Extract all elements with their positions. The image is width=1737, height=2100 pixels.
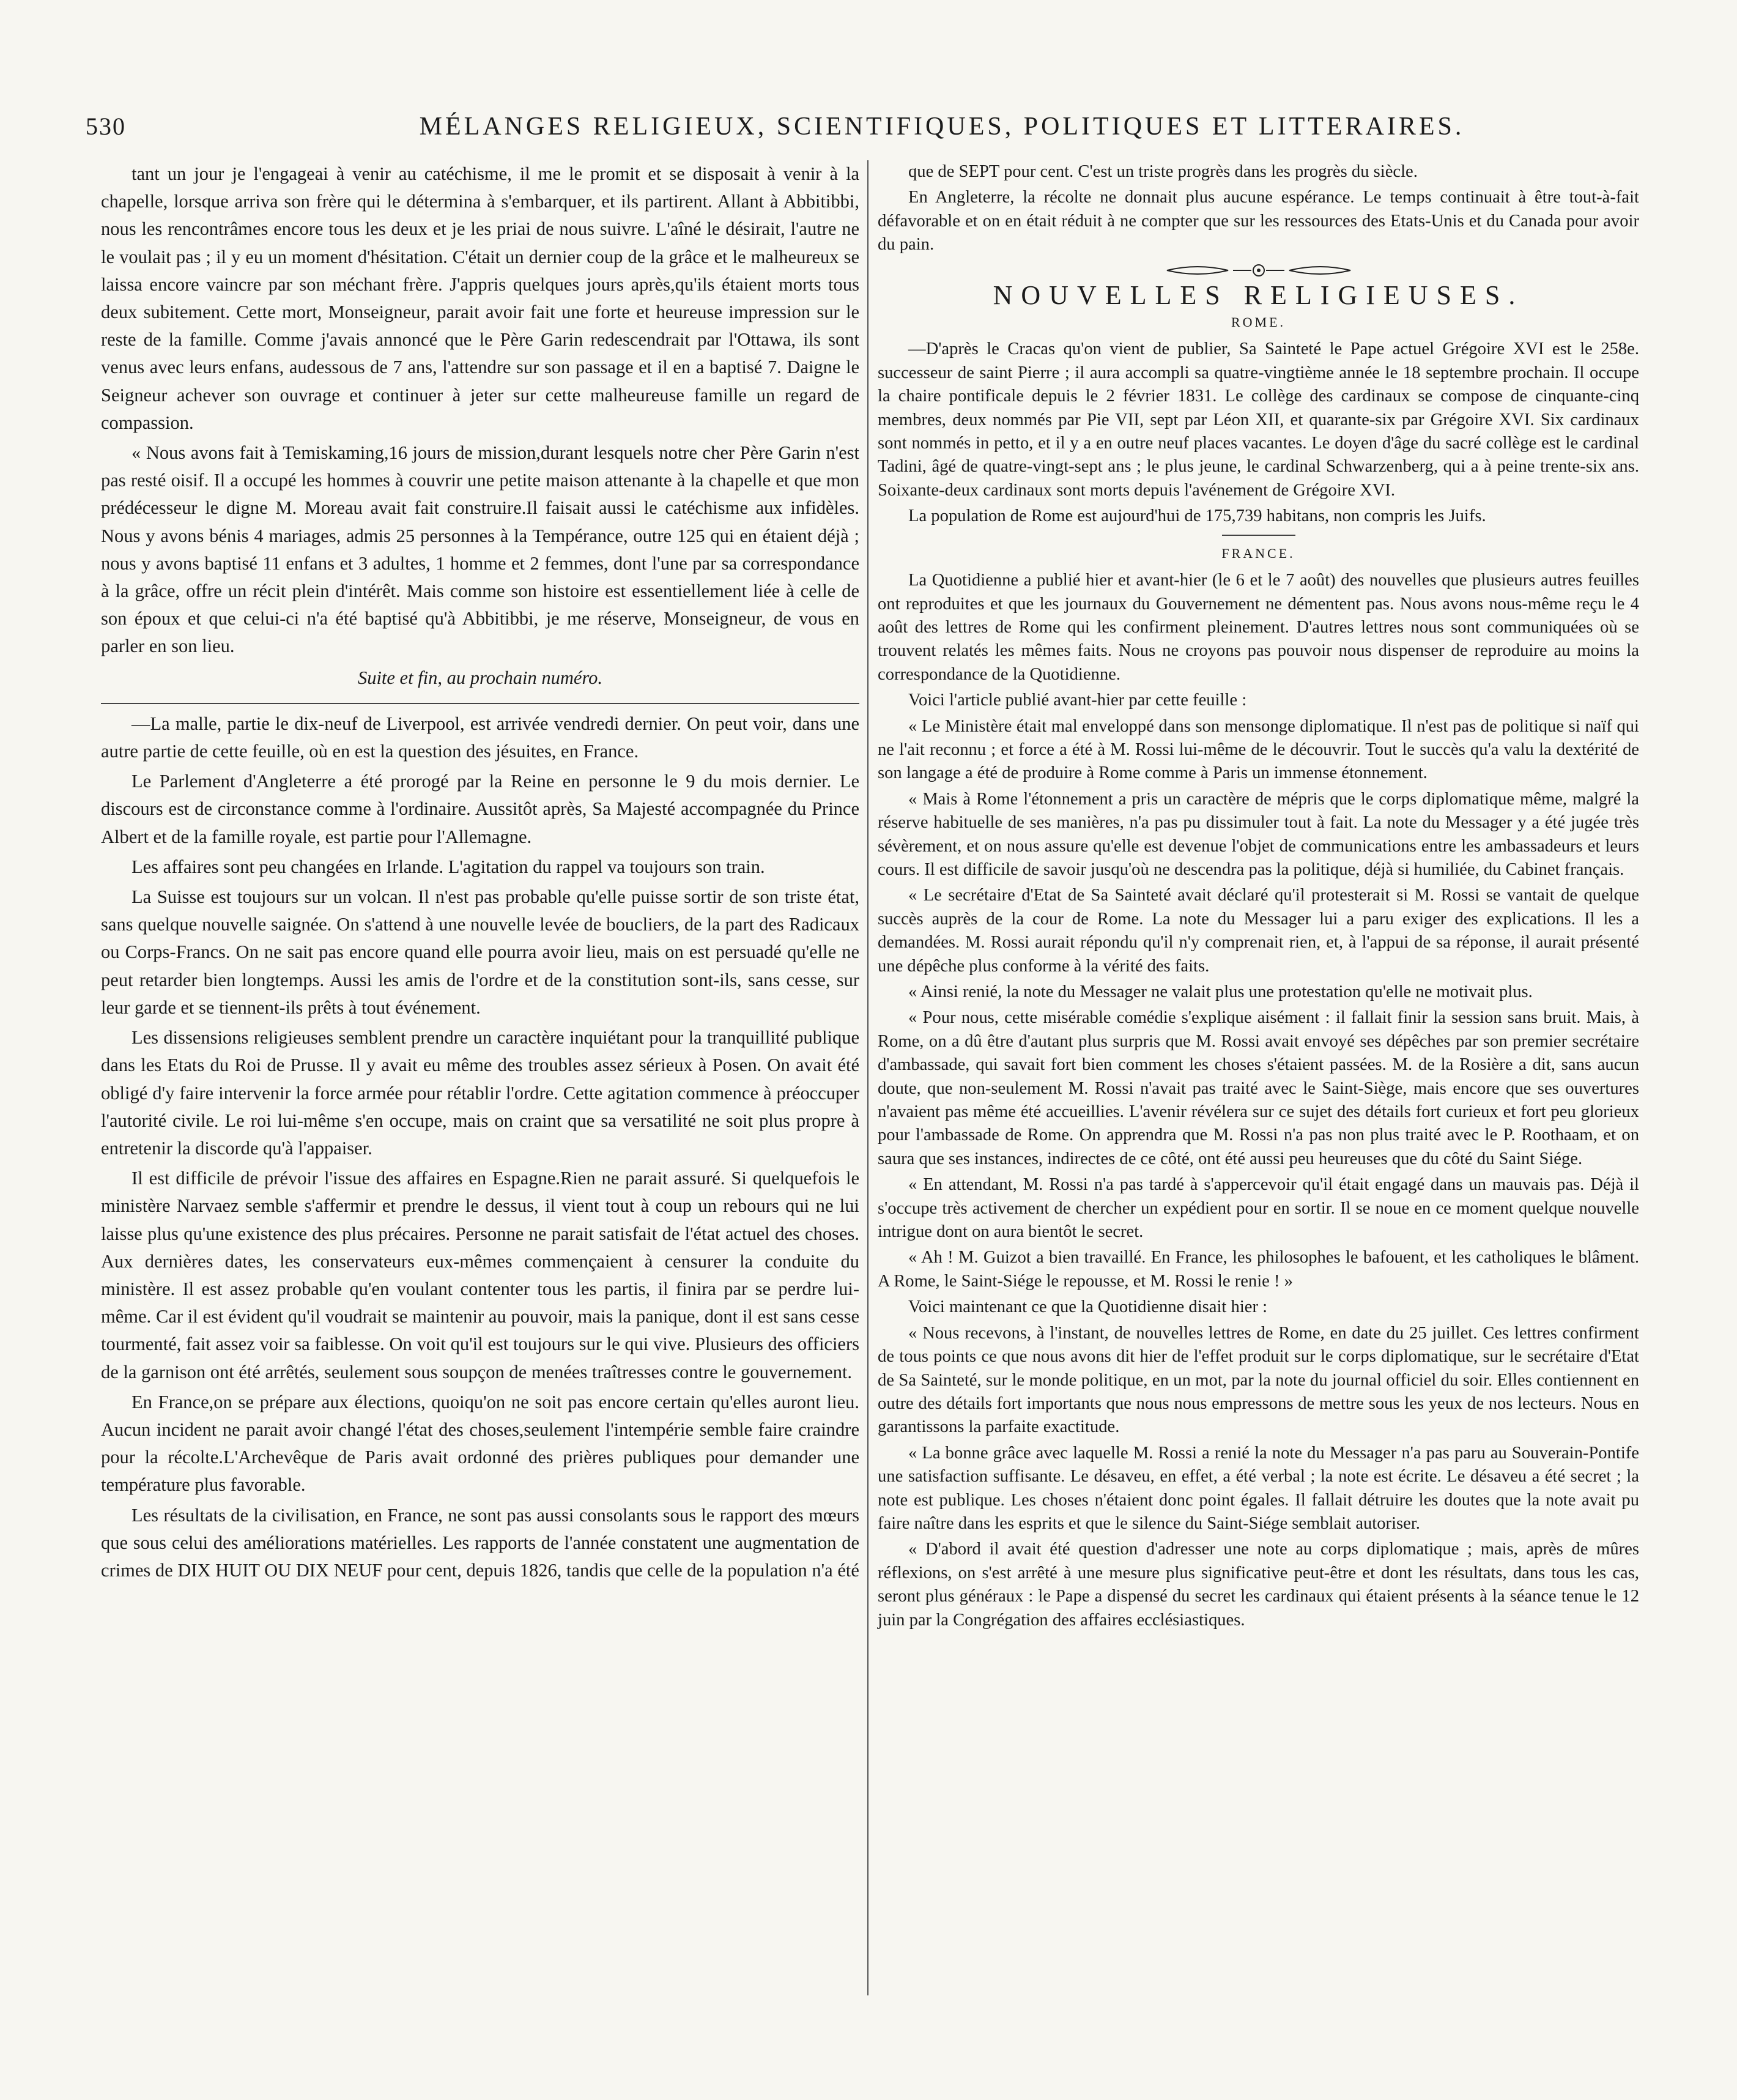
continued-notice: Suite et fin, au prochain numéro. — [357, 667, 603, 688]
news-paragraph: « D'abord il avait été question d'adresser une note au corps diplomatique ; mais, après de mûres réflexions, on s'est arrêté à une mesure plus significative peut-être et dont les résultats, dans tous les cas, seront plus généraux : le Pape a dispensé du secret les cardinaux qui étaient présents à la séance tenue le 12 juin par la Congrégation des affaires ecclésiastiques. — [878, 1540, 1639, 1630]
news-paragraph: La Suisse est toujours sur un volcan. Il n'est pas probable qu'elle puisse sortir de son triste état, sans quelque nouvelle saignée. On s'attend à une nouvelle levée de boucliers, de la part des Radicaux ou Corps-Francs. On ne sait pas encore quand elle pourra avoir lieu, mais on est persuadé qu'elle ne peut retarder bien longtemps. Aussi les amis de l'ordre et de la constitution sont-ils, sans cesse, sur leur garde et se tiennent-ils prêts à tout événement. — [101, 886, 859, 1018]
left-column — [101, 160, 859, 1587]
news-paragraph: « Le secrétaire d'Etat de Sa Sainteté avait déclaré qu'il protesterait si M. Rossi se vantait de quelque succès auprès de la cour de Rome. La note du Messager lui a paru exiger des explications. Il les a demandées. M. Rossi aurait répondu qu'il n'y comprenait rien, et, à l'appui de sa réponse, il aurait présenté une dépêche plus conforme à la vérité des faits. — [878, 886, 1639, 976]
news-paragraph: « En attendant, M. Rossi n'a pas tardé à s'appercevoir qu'il était engagé dans un mauvais pas. Déjà il s'occupe très activement de chercher un expédient pour en sortir. Il se noue en ce moment quelque nouvelle intrigue dont on aura bientôt le secret. — [878, 1175, 1639, 1242]
subhead-rome: ROME. — [1231, 314, 1286, 330]
news-paragraph: « Pour nous, cette misérable comédie s'explique aisément : il fallait finir la session sans bruit. Mais, à Rome, on a dû être d'autant plus surpris que M. Rossi avait envoyé ses dépêches par son premier secrétaire d'ambassade, qui savait fort bien comment les choses s'étaient passées. M. de la Rosière a dit, sans aucun doute, que non-seulement M. Rossi n'avait pas traité avec le Saint-Siège, mais encore que ses ouvertures n'avaient pas même été accueillies. L'avenir révélera sur ce sujet des détails fort curieux et fort peu glorieux pour l'ambassade de Rome. On apprendra que M. Rossi n'a pas non plus traité avec le P. Roothaam, et on saura que ses instances, indirectes de ce côté, ont été aussi peu heureuses que du côté du Saint Siége. — [878, 1008, 1639, 1168]
page-number: 530 — [86, 113, 126, 140]
subhead-france: FRANCE. — [1221, 545, 1295, 561]
news-paragraph: En France,on se prépare aux élections, quoiqu'on ne soit pas encore certain qu'elles auront lieu. Aucun incident ne parait avoir changé l'état des choses,seulement l'intempérie semble faire craindre pour la récolte.L'Archevêque de Paris avait ordonné des prières publiques pour demander une température plus favorable. — [101, 1391, 859, 1496]
news-paragraph: En Angleterre, la récolte ne donnait plus aucune espérance. Le temps continuait à être tout-à-fait défavorable et on en était réduit à ne compter que sur les ressources des Etats-Unis et du Canada pour avoir du pain. — [878, 188, 1639, 254]
news-paragraph: Le Parlement d'Angleterre a été prorogé par la Reine en personne le 9 du mois dernier. Le discours est de circonstance comme à l'ordinaire. Aussitôt après, Sa Majesté accompagnée du Prince Albert et de la famille royale, est partie pour l'Allemagne. — [101, 771, 859, 847]
news-paragraph: Les résultats de la civilisation, en France, ne sont pas aussi consolants sous le rapport des mœurs que sous celui des améliorations matérielles. Les rapports de l'année constatent une augmentation de crimes de DIX HUIT OU DIX NEUF pour cent, depuis 1826, tandis que celle de la population n'a été — [101, 1504, 859, 1581]
news-paragraph: « Mais à Rome l'étonnement a pris un caractère de mépris que le corps diplomatique même, malgré la réserve habituelle de ses manières, n'a pas pu dissimuler tout à fait. La note du Messager y a été jugée très sévèrement, et on nous assure qu'elle est devenue l'objet de communications entre les ambassadeurs et leurs cours. Il est difficile de savoir jusqu'où ne descendra pas la politique, déjà si humiliée, du Cabinet français. — [878, 789, 1639, 879]
ornament-divider — [1161, 262, 1357, 279]
page-header — [86, 107, 1651, 150]
news-paragraph: « La bonne grâce avec laquelle M. Rossi a renié la note du Messager n'a pas paru au Souverain-Pontife une satisfaction suffisante. Le désaveu, en effet, a été verbal ; la note est écrite. Le désaveu a été secret ; la note est publique. Les choses n'étaient donc point égales. Il fallait détruire les doutes que la note avait pu faire naître dans les esprits et que le silence du Saint-Siége semblait autoriser. — [878, 1443, 1639, 1533]
column-divider — [867, 160, 868, 1995]
news-paragraph: La population de Rome est aujourd'hui de 175,739 habitans, non compris les Juifs. — [908, 506, 1486, 526]
news-paragraph: La Quotidienne a publié hier et avant-hier (le 6 et le 7 août) des nouvelles que plusieurs autres feuilles ont reproduites et que les journaux du Gouvernement ne démentent pas. Nous avons nous-même reçu le 4 août des lettres de Rome qui les confirment pleinement. D'autres lettres nous sont communiquées où se trouvent relatés les mêmes faits. Nous ne croyons pas pouvoir nous dispenser de reproduire au moins la correspondance de la Quotidienne. — [878, 571, 1639, 684]
news-paragraph: Il est difficile de prévoir l'issue des affaires en Espagne.Rien ne parait assuré. Si quelquefois le ministère Narvaez semble s'affermir et prendre le dessus, il vient tout à coup un rebours qui ne lui laisse plus qu'une existence des plus précaires. Personne ne parait satisfait de l'état actuel des choses. Aux dernières dates, les conservateurs eux-mêmes commençaient à censurer la conduite du ministère. Il est assez probable qu'en voulant contenter tous les partis, il finira par se perdre lui-même. Car il est évident qu'il voudrait se maintenir au pouvoir, mais la panique, dont il est sans cesse tourmenté, fait assez voir sa faiblesse. On voit qu'il est toujours sur le qui vive. Plusieurs des officiers de la garnison ont été arrêtés, seulement sous soupçon de menées traîtresses contre le gouvernement. — [101, 1168, 859, 1382]
running-head: MÉLANGES RELIGIEUX, SCIENTIFIQUES, POLITIQUES ET LITTERAIRES. — [419, 113, 1465, 141]
news-paragraph: —D'après le Cracas qu'on vient de publier, Sa Sainteté le Pape actuel Grégoire XVI est le 258e. successeur de saint Pierre ; il aura accompli sa quatre-vingtième année le 18 septembre prochain. Il occupe la chaire pontificale depuis le 2 février 1831. Le collège des cardinaux se compose de cinquante-cinq membres, deux nommés par Pie VII, sept par Léon XII, et quarante-six par Grégoire XVI. Six cardinaux sont nommés in petto, et il y a en outre neuf places vacantes. Le doyen d'âge du sacré collège est le cardinal Tadini, âgé de quatre-vingt-sept ans ; le plus jeune, le cardinal Schwarzenberg, qui a à peine trente-six ans. Soixante-deux cardinaux sont morts depuis l'avénement de Grégoire XVI. — [878, 339, 1639, 500]
news-paragraph: Les dissensions religieuses semblent prendre un caractère inquiétant pour la tranquillité publique dans les Etats du Roi de Prusse. Il y avait eu même des troubles assez sérieux à Posen. On avait été obligé d'y faire intervenir la force armée pour rétablir l'ordre. Cette agitation commence à préoccuper l'autorité civile. Le roi lui-même s'en occupe, mais on craint que sa versatilité ne soit plus propre à entretenir la discorde qu'à l'appaiser. — [101, 1027, 859, 1159]
news-paragraph: « Ah ! M. Guizot a bien travaillé. En France, les philosophes le bafouent, et les catholiques le blâment. A Rome, le Saint-Siége le repousse, et M. Rossi le renie ! » — [878, 1248, 1639, 1291]
news-paragraph: « Ainsi renié, la note du Messager ne valait plus une protestation qu'elle ne motivait plus. — [908, 982, 1533, 1001]
section-title: NOUVELLES RELIGIEUSES. — [993, 280, 1524, 310]
news-paragraph: Voici l'article publié avant-hier par cette feuille : — [908, 691, 1247, 710]
news-paragraph: Voici maintenant ce que la Quotidienne disait hier : — [908, 1297, 1268, 1317]
news-paragraph: Les affaires sont peu changées en Irlande. L'agitation du rappel va toujours son train. — [131, 856, 765, 877]
section-rule — [101, 703, 859, 704]
letter-paragraph: tant un jour je l'engageai à venir au catéchisme, il me le promit et se disposait à venir à la chapelle, lorsque arriva son frère qui le détermina à s'embarquer, et ils partirent. Allant à Abbitibbi, nous les rencontrâmes encore tous les deux et je les priai de nous suivre. L'aîné le désirait, l'autre ne le voulait pas ; il y eu un moment d'hésitation. C'était un dernier coup de la grâce et le malheureux se laissa encore vaincre par son méchant frère. J'appris quelques jours après,qu'ils étaient morts tous deux subitement. Cette mort, Monseigneur, parait avoir fait une forte et heureuse impression sur le reste de la famille. Comme j'avais annoncé que le Père Garin redescendrait par l'Ottawa, ils sont venus avec leurs enfans, audessous de 7 ans, l'attendre sur son passage et il en a baptisé 7. Daigne le Seigneur achever son ouvrage et continuer à jeter sur cette malheureuse famille un regard de compassion. — [101, 163, 859, 433]
news-paragraph: « Nous recevons, à l'instant, de nouvelles lettres de Rome, en date du 25 juillet. Ces lettres confirment de tous points ce que nous avons dit hier de l'effet produit sur le corps diplomatique, sur le secrétaire d'Etat de Sa Sainteté, sur le monde politique, en un mot, par la note du journal officiel du soir. Elles contiennent en outre des détails fort importants que nous nous empressons de mettre sous les yeux de nos lecteurs. Nous en garantissons la parfaite exactitude. — [878, 1323, 1639, 1437]
right-column — [878, 160, 1639, 1634]
news-paragraph: que de SEPT pour cent. C'est un triste progrès dans les progrès du siècle. — [908, 162, 1418, 181]
short-rule — [1222, 535, 1295, 536]
letter-paragraph: « Nous avons fait à Temiskaming,16 jours de mission,durant lesquels notre cher Père Garin n'est pas resté oisif. Il a occupé les hommes à couvrir une petite maison attenante à la chapelle et que mon prédécesseur le digne M. Moreau avait fait construire.Il faisait aussi le catéchisme aux infidèles. Nous y avons bénis 4 mariages, admis 25 personnes à la Tempérance, outre 125 qui en étaient déjà ; nous y avons baptisé 11 enfans et 3 adultes, 1 homme et 2 femmes, dont l'une par sa correspondance à la grâce, offre un récit plein d'intérêt. Mais comme son histoire est essentiellement liée à celle de son époux et que celui-ci n'a été baptisé qu'à Abbitibbi, je me réserve, Monseigneur, de vous en parler en son lieu. — [101, 442, 859, 657]
news-paragraph: « Le Ministère était mal enveloppé dans son mensonge diplomatique. Il n'est pas de politique si naïf qui ne l'ait reconnu ; et force a été à M. Rossi lui-même de le découvrir. Tout le succès qu'a valu la dextérité de son langage a été de produire à Rome comme à Paris un immense étonnement. — [878, 716, 1639, 783]
news-paragraph: —La malle, partie le dix-neuf de Liverpool, est arrivée vendredi dernier. On peut voir, dans une autre partie de cette feuille, où en est la question des jésuites, en France. — [101, 713, 859, 762]
